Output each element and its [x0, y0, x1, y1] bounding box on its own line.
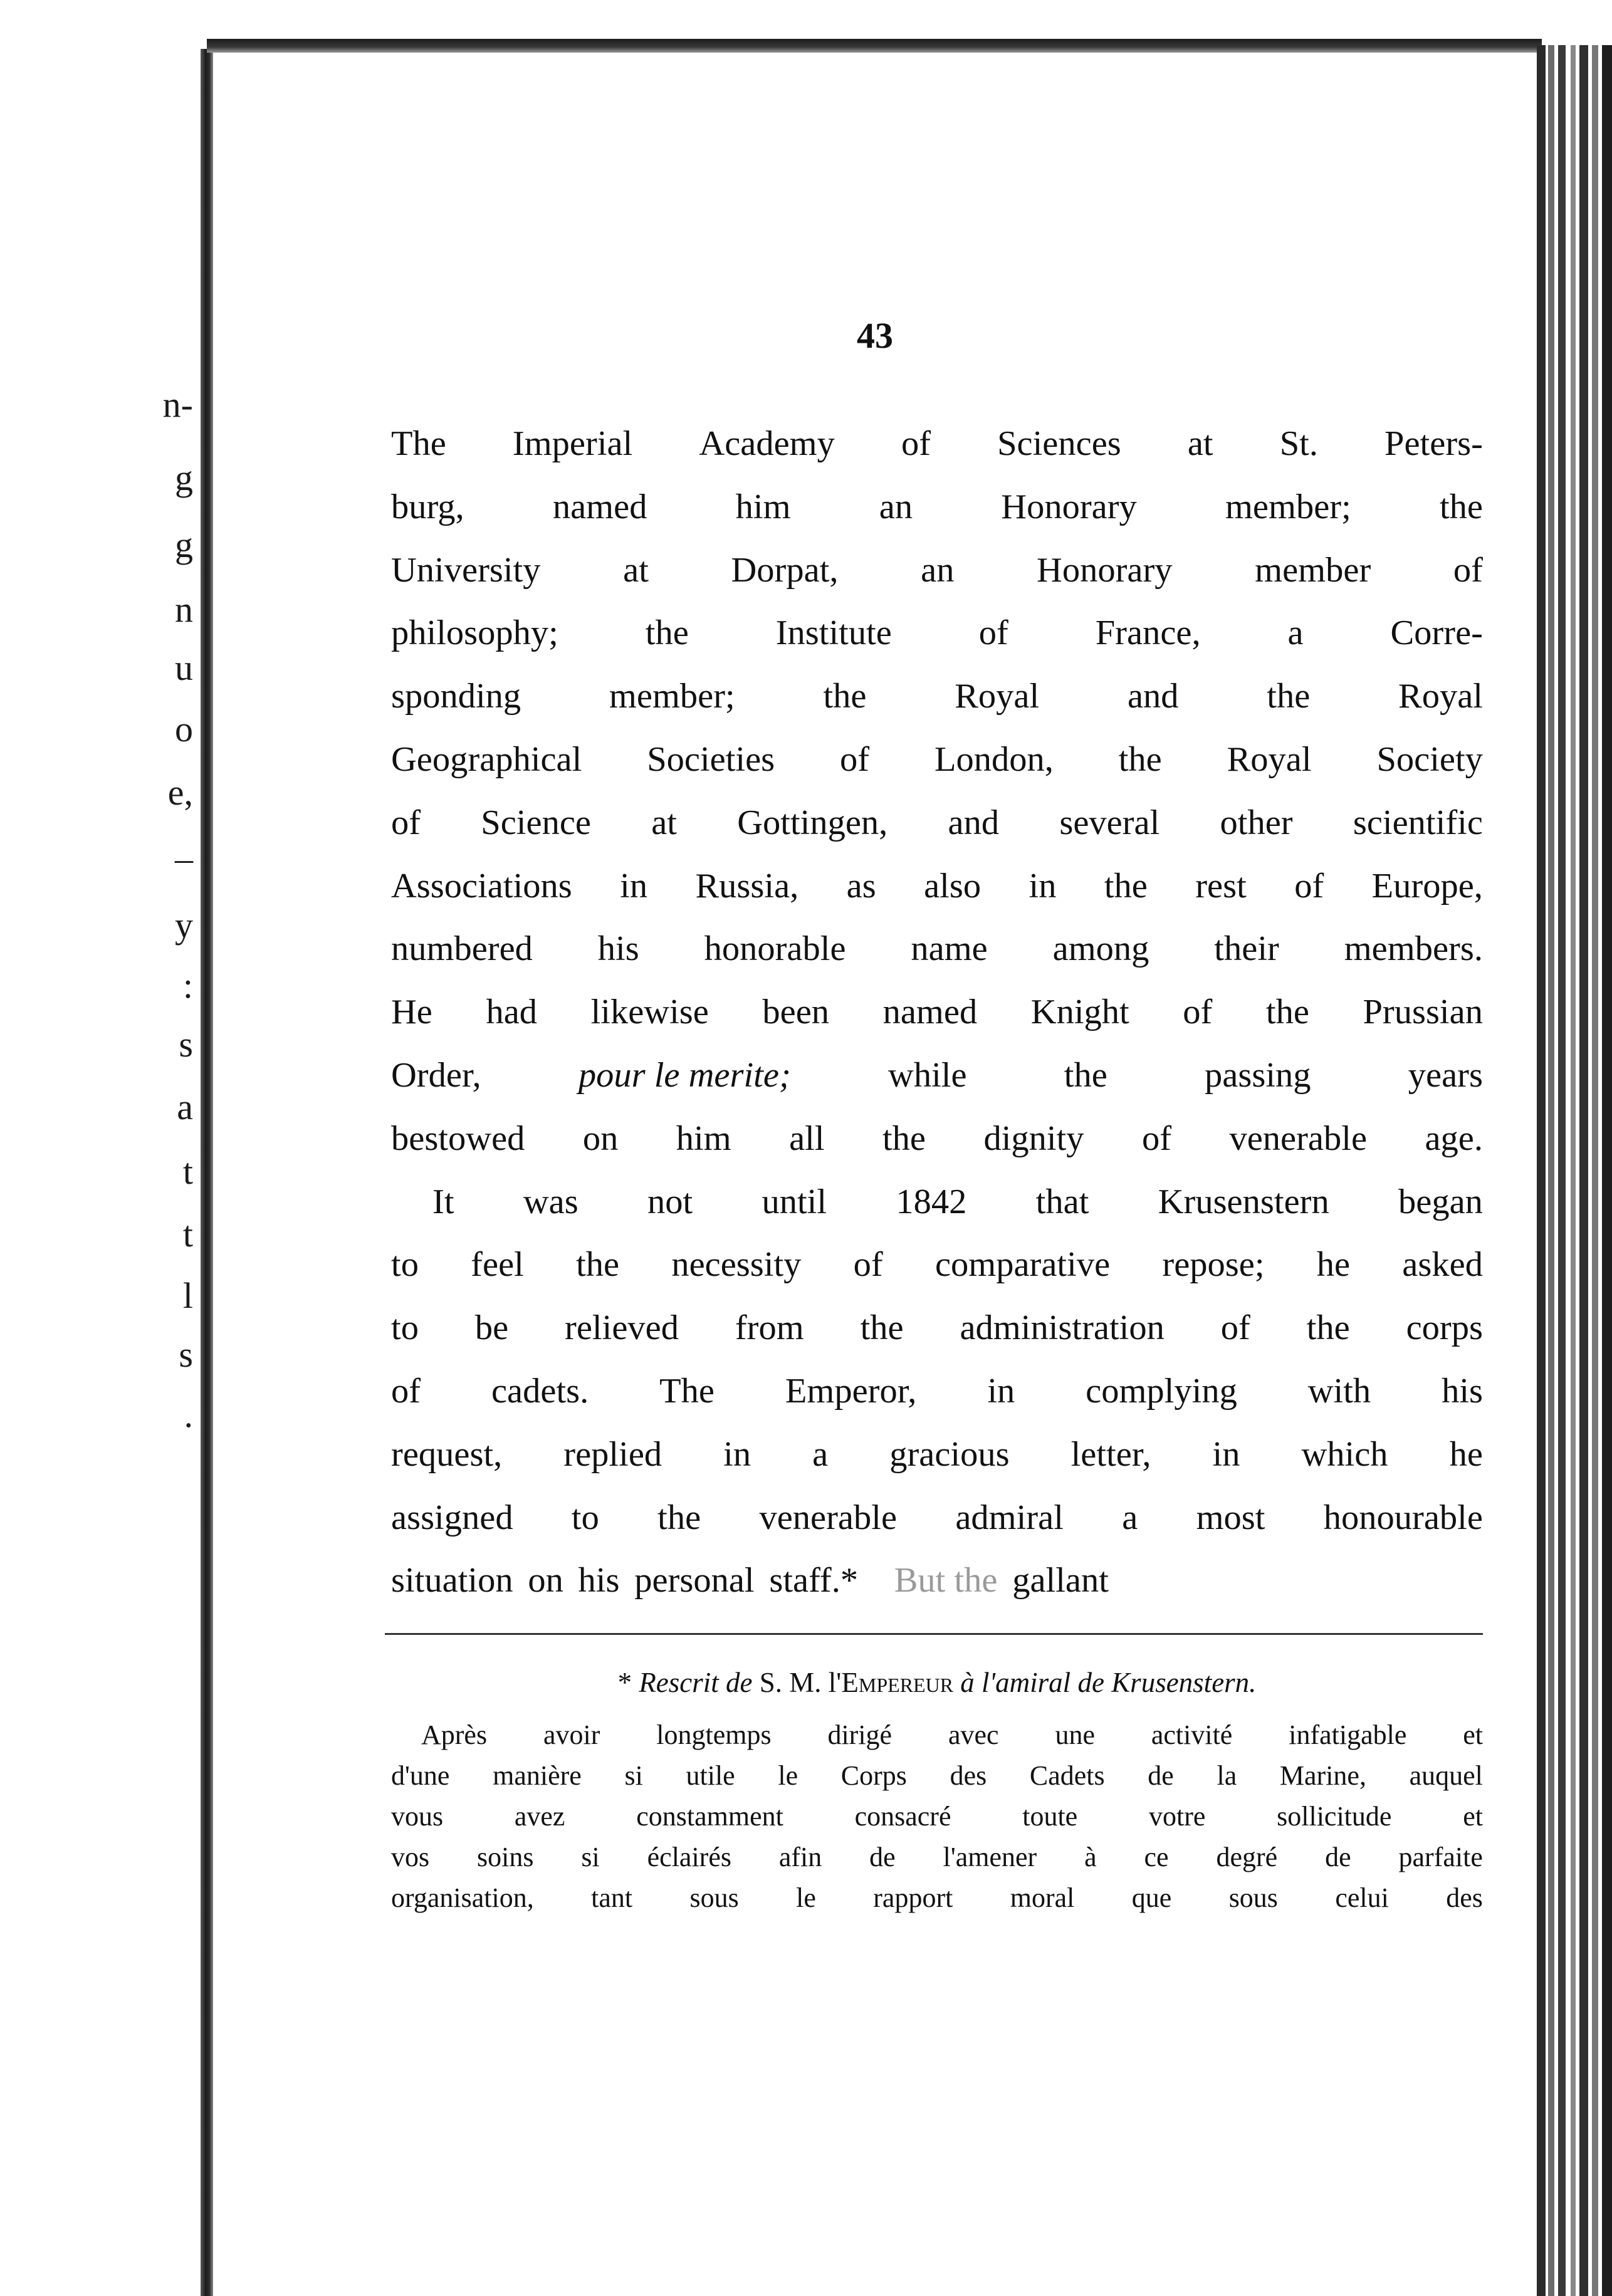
word: him	[676, 1119, 731, 1158]
word: bestowed	[391, 1119, 525, 1158]
word: of	[978, 613, 1008, 653]
body-text	[391, 412, 1483, 1612]
page-stack-edge	[1592, 45, 1598, 2296]
text-line	[391, 981, 1483, 1044]
text-line	[391, 1297, 1483, 1360]
word: corps	[1406, 1308, 1483, 1348]
word: à	[1084, 1842, 1097, 1872]
word: sponding	[391, 677, 521, 716]
word: relieved	[565, 1308, 679, 1348]
text-line	[391, 1423, 1483, 1486]
word: of	[1220, 1308, 1250, 1348]
footnote-mark: *	[617, 1667, 632, 1698]
margin-fragment: u	[175, 647, 193, 689]
page-top-edge	[207, 39, 1542, 53]
word: to	[391, 1245, 419, 1285]
word: an	[879, 487, 913, 526]
word: activité	[1151, 1719, 1233, 1750]
word: Sciences	[997, 424, 1121, 463]
word: also	[924, 866, 981, 905]
footnote-body	[391, 1714, 1483, 1918]
word: the	[882, 1119, 926, 1158]
word: avoir	[543, 1719, 600, 1750]
text-line	[391, 791, 1483, 855]
word: sous	[689, 1882, 739, 1913]
footnote-title-italic: Rescrit de	[639, 1667, 753, 1698]
word: other	[1220, 803, 1293, 842]
word: et	[1463, 1801, 1483, 1832]
word: of	[1294, 866, 1324, 905]
word: a	[812, 1434, 829, 1474]
word: Corre-	[1390, 613, 1483, 653]
text-line	[391, 1877, 1483, 1918]
word: Geographical	[391, 739, 582, 779]
word: the	[860, 1308, 904, 1348]
word: asked	[1402, 1245, 1483, 1285]
footnote-divider	[385, 1633, 1483, 1635]
word: Imperial	[512, 424, 633, 463]
page-stack-edge	[1558, 45, 1566, 2296]
margin-fragment: g	[175, 457, 193, 498]
text-line	[391, 1837, 1483, 1877]
margin-fragment: n-	[162, 384, 193, 425]
word: des	[1446, 1882, 1483, 1913]
word: toute	[1022, 1801, 1078, 1832]
word: venerable	[759, 1498, 898, 1537]
word: afin	[778, 1842, 822, 1872]
word: la	[1217, 1760, 1237, 1791]
text-line	[391, 1107, 1483, 1171]
word: to	[391, 1308, 419, 1348]
word: at	[1187, 424, 1213, 463]
word: of	[1453, 550, 1483, 590]
page-stack-edge	[1571, 45, 1576, 2296]
footnote	[391, 1661, 1483, 1918]
word: his	[1442, 1371, 1483, 1411]
word: admiral	[955, 1498, 1064, 1537]
text-line	[391, 602, 1483, 665]
word: utile	[686, 1760, 735, 1791]
word: an	[921, 550, 955, 590]
word: his	[578, 1561, 620, 1600]
word: He	[391, 993, 432, 1032]
word: scientific	[1353, 803, 1483, 842]
word: Après	[421, 1719, 488, 1750]
word: as	[846, 866, 876, 905]
page-stack-edge	[1537, 45, 1546, 2296]
word: all	[789, 1119, 825, 1158]
word: gallant	[1012, 1561, 1109, 1600]
word: years	[1408, 1055, 1483, 1095]
text-line	[391, 665, 1483, 728]
text-line	[391, 412, 1483, 476]
text-line	[391, 728, 1483, 791]
text-line	[391, 1360, 1483, 1423]
word: his	[597, 929, 639, 969]
word: in	[987, 1371, 1015, 1411]
margin-fragment: t	[182, 1214, 193, 1255]
word: been	[762, 993, 830, 1032]
word: at	[651, 803, 677, 842]
word: to	[571, 1498, 599, 1537]
word: member;	[609, 677, 735, 716]
word: the	[1118, 739, 1162, 779]
word: Peters-	[1384, 424, 1483, 463]
word: name	[911, 929, 988, 969]
margin-fragment: .	[184, 1394, 193, 1435]
word: University	[391, 550, 541, 590]
word: organisation,	[391, 1882, 534, 1913]
text-line	[391, 1486, 1483, 1550]
margin-fragment: –	[175, 837, 193, 879]
word: in	[723, 1434, 751, 1474]
word: honorable	[704, 929, 846, 969]
word: venerable	[1229, 1119, 1368, 1158]
margin-fragment: t	[182, 1151, 193, 1192]
word: complying	[1086, 1371, 1237, 1411]
margin-fragment: n	[175, 588, 193, 630]
word: and	[948, 803, 1000, 842]
word: Russia,	[695, 866, 799, 905]
word: the	[1064, 1055, 1107, 1095]
word: a	[1122, 1498, 1138, 1537]
word: soins	[477, 1842, 534, 1872]
word: consacré	[854, 1801, 951, 1832]
word: sous	[1228, 1882, 1278, 1913]
word: tant	[591, 1882, 633, 1913]
word: Emperor,	[785, 1371, 917, 1411]
word: Academy	[699, 424, 835, 463]
word: he	[1316, 1245, 1351, 1285]
margin-fragment: s	[179, 1023, 193, 1065]
word: of	[391, 803, 421, 842]
word: Gottingen,	[737, 803, 888, 842]
word: parfaite	[1398, 1842, 1483, 1872]
word: gracious	[889, 1434, 1010, 1474]
book-page	[214, 53, 1536, 2296]
word: named	[882, 993, 978, 1032]
word: moral	[1010, 1882, 1075, 1913]
text-line	[391, 1714, 1483, 1755]
previous-page-edge	[0, 0, 199, 2296]
word: the	[1439, 487, 1483, 526]
word: honourable	[1323, 1498, 1483, 1537]
previous-page-text-fragments	[0, 0, 199, 2296]
word: most	[1196, 1498, 1265, 1537]
word: longtemps	[656, 1719, 772, 1750]
word: the	[576, 1245, 620, 1285]
word: on	[582, 1119, 619, 1158]
word: had	[486, 993, 538, 1032]
footnote-title	[391, 1661, 1483, 1704]
text-line	[391, 1796, 1483, 1837]
margin-fragment: a	[177, 1087, 193, 1128]
word: sollicitude	[1277, 1801, 1392, 1832]
text-line	[391, 1549, 1483, 1612]
word: l'amener	[943, 1842, 1037, 1872]
word: the	[1265, 993, 1309, 1032]
word: in	[620, 866, 648, 905]
word: degré	[1216, 1842, 1278, 1872]
word: which	[1301, 1434, 1388, 1474]
word: assigned	[391, 1498, 513, 1537]
word: auquel	[1409, 1760, 1483, 1791]
word: be	[474, 1308, 509, 1348]
word: le	[796, 1882, 816, 1913]
word: ce	[1144, 1842, 1169, 1872]
word: from	[735, 1308, 804, 1348]
word: Cadets	[1029, 1760, 1105, 1791]
word: staff.*	[769, 1561, 859, 1600]
word: until	[762, 1182, 827, 1221]
word: vos	[391, 1842, 430, 1872]
word: philosophy;	[391, 613, 558, 653]
word: passing	[1205, 1055, 1311, 1095]
word: burg,	[391, 487, 464, 526]
word: Prussian	[1363, 993, 1483, 1032]
word: si	[624, 1760, 643, 1791]
word: and	[1127, 677, 1179, 716]
margin-fragment: s	[179, 1333, 193, 1375]
page-stack-edge	[1548, 45, 1554, 2296]
word: Associations	[391, 866, 572, 905]
word: the	[645, 613, 689, 653]
margin-fragment: o	[175, 709, 193, 750]
word: of	[1183, 993, 1213, 1032]
text-line	[391, 1044, 1483, 1107]
word: infatigable	[1289, 1719, 1407, 1750]
word: personal	[634, 1561, 755, 1600]
word: in	[1028, 866, 1057, 905]
word: et	[1463, 1719, 1483, 1750]
word: numbered	[391, 929, 533, 969]
word: that	[1035, 1182, 1089, 1221]
word: manière	[493, 1760, 582, 1791]
italic-phrase: pour le merite;	[578, 1055, 791, 1095]
word: Corps	[840, 1760, 907, 1791]
word: France,	[1095, 613, 1201, 653]
margin-fragment: e,	[167, 771, 193, 813]
word: dignity	[983, 1119, 1084, 1158]
word: age.	[1425, 1119, 1483, 1158]
word: des	[950, 1760, 987, 1791]
word: Krusenstern	[1158, 1182, 1329, 1221]
margin-fragment: :	[182, 965, 193, 1006]
word: Royal	[1398, 677, 1483, 716]
text-line	[391, 1171, 1483, 1234]
word: named	[552, 487, 647, 526]
text-line	[391, 917, 1483, 981]
word: 1842	[896, 1182, 967, 1221]
word: administration	[960, 1308, 1165, 1348]
faint-text: But the	[894, 1561, 998, 1600]
word: de	[869, 1842, 896, 1872]
word: comparative	[934, 1245, 1111, 1285]
word: Society	[1376, 739, 1483, 779]
word: Marine,	[1279, 1760, 1366, 1791]
footnote-title-smallcaps: Empereur	[841, 1667, 954, 1698]
word: in	[1212, 1434, 1240, 1474]
word: letter,	[1070, 1434, 1151, 1474]
word: of	[853, 1245, 883, 1285]
word: while	[888, 1055, 967, 1095]
word: d'une	[391, 1760, 450, 1791]
word: Societies	[647, 739, 775, 779]
word: he	[1449, 1434, 1483, 1474]
margin-fragment: y	[175, 905, 193, 946]
word: of	[1141, 1119, 1172, 1158]
word: was	[523, 1182, 578, 1221]
footnote-title-italic: à l'amiral de Krusenstern.	[960, 1667, 1257, 1698]
word: Institute	[775, 613, 892, 653]
word: St.	[1279, 424, 1318, 463]
word: avez	[514, 1801, 565, 1832]
word: que	[1131, 1882, 1172, 1913]
word: une	[1055, 1719, 1095, 1750]
word: constamment	[636, 1801, 783, 1832]
paragraph-1	[391, 412, 1483, 1044]
word: situation	[391, 1561, 513, 1600]
word: a	[1287, 613, 1304, 653]
word: de	[1325, 1842, 1351, 1872]
word: Europe,	[1371, 866, 1483, 905]
word: the	[1267, 677, 1311, 716]
word: de	[1148, 1760, 1174, 1791]
text-line	[391, 1755, 1483, 1796]
word: on	[528, 1561, 563, 1600]
word: Order,	[391, 1055, 481, 1095]
word: replied	[563, 1434, 662, 1474]
word: Honorary	[1001, 487, 1137, 526]
word: avec	[948, 1719, 999, 1750]
text-line	[391, 476, 1483, 539]
word: with	[1307, 1371, 1371, 1411]
word: member;	[1225, 487, 1351, 526]
word: the	[1104, 866, 1148, 905]
word: Royal	[955, 677, 1040, 716]
word: celui	[1335, 1882, 1389, 1913]
word: Science	[481, 803, 591, 842]
word: Royal	[1227, 739, 1312, 779]
word: began	[1398, 1182, 1483, 1221]
word: likewise	[590, 993, 709, 1032]
word: their	[1214, 929, 1279, 969]
text-line	[391, 539, 1483, 602]
word: feel	[471, 1245, 524, 1285]
word: votre	[1148, 1801, 1206, 1832]
word: request,	[391, 1434, 503, 1474]
word: The	[391, 424, 446, 463]
word: rest	[1195, 866, 1247, 905]
word: several	[1059, 803, 1160, 842]
word: rapport	[873, 1882, 953, 1913]
word: the	[1306, 1308, 1350, 1348]
word: of	[391, 1371, 421, 1411]
word: repose;	[1162, 1245, 1265, 1285]
text-line	[391, 1233, 1483, 1297]
page-stack-edge	[1602, 45, 1612, 2296]
word: at	[623, 550, 649, 590]
word: London,	[934, 739, 1054, 779]
word: necessity	[671, 1245, 802, 1285]
word: cadets.	[491, 1371, 589, 1411]
word: members.	[1344, 929, 1483, 969]
footnote-title-plain: S. M. l'	[759, 1667, 842, 1698]
word: among	[1052, 929, 1149, 969]
paragraph-1-last-line	[391, 1107, 1483, 1171]
word: of	[901, 424, 931, 463]
word: le	[778, 1760, 798, 1791]
word: vous	[391, 1801, 444, 1832]
word: the	[657, 1498, 701, 1537]
margin-fragment: g	[175, 524, 193, 566]
page-stack-edge	[1579, 45, 1588, 2296]
word: him	[735, 487, 791, 526]
word: member	[1255, 550, 1371, 590]
paragraph-2	[391, 1171, 1483, 1550]
text-line	[391, 855, 1483, 918]
page-number: 43	[857, 315, 893, 356]
word: Dorpat,	[731, 550, 839, 590]
word: It	[432, 1182, 454, 1221]
word: si	[581, 1842, 600, 1872]
book-gutter	[201, 49, 213, 2296]
word: éclairés	[647, 1842, 731, 1872]
word: Honorary	[1037, 550, 1173, 590]
word: not	[647, 1182, 693, 1221]
word: of	[840, 739, 870, 779]
word: the	[823, 677, 867, 716]
word: dirigé	[827, 1719, 892, 1750]
word: The	[659, 1371, 714, 1411]
margin-fragment: l	[182, 1275, 193, 1317]
word: Knight	[1030, 993, 1129, 1032]
